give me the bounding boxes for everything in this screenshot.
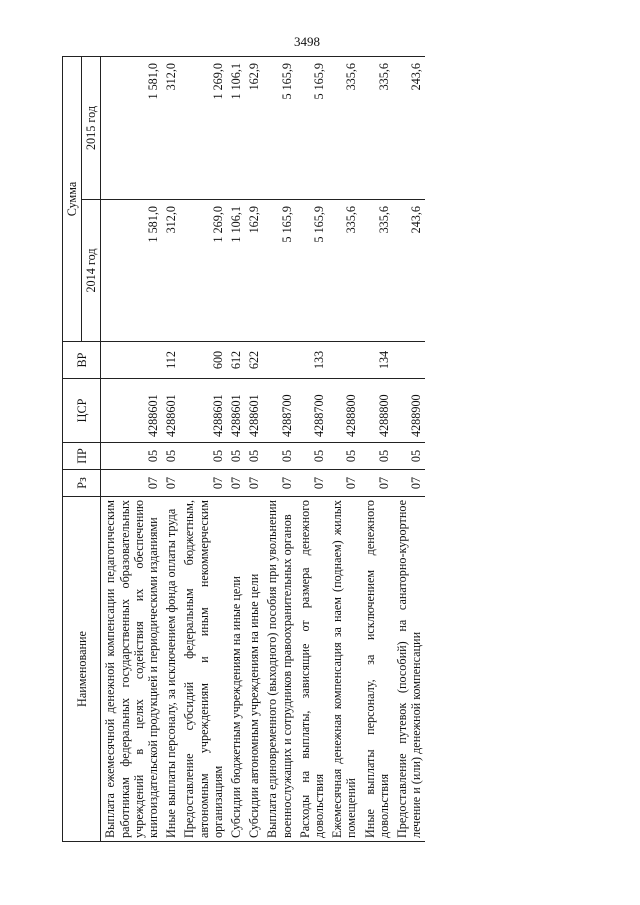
row-2014: 162,9 xyxy=(245,200,263,342)
row-csr: 4288601 xyxy=(227,379,245,443)
table-row xyxy=(393,56,425,841)
row-pr: 05 xyxy=(245,443,263,470)
row-rz: 07 xyxy=(180,470,227,497)
row-vr: 612 xyxy=(227,342,245,379)
table-row xyxy=(162,56,180,841)
header-rz: Рз xyxy=(63,470,101,497)
row-2014: 312,0 xyxy=(162,200,180,342)
row-csr: 4288601 xyxy=(101,379,162,443)
row-csr: 4288700 xyxy=(296,379,328,443)
header-vr: ВР xyxy=(63,342,101,379)
page-number: 3498 xyxy=(294,34,320,49)
table-row xyxy=(328,56,360,841)
budget-table xyxy=(62,57,547,842)
row-rz: 07 xyxy=(328,470,360,497)
table-row xyxy=(245,56,263,841)
row-name: Субсидии бюджетным учреждениям на иные цели xyxy=(227,497,245,842)
table-row xyxy=(296,56,328,841)
row-rz: 07 xyxy=(263,470,295,497)
budget-table-grid xyxy=(62,56,425,842)
header-2014: 2014 год xyxy=(82,200,101,342)
row-2015: 1 106,1 xyxy=(227,56,245,199)
row-name: Иные выплаты персоналу, за исключением денежного довольствия xyxy=(361,497,393,842)
row-name: Иные выплаты персоналу, за исключением фонда оплаты труда xyxy=(162,497,180,842)
row-rz: 07 xyxy=(227,470,245,497)
row-2015: 162,9 xyxy=(245,56,263,199)
row-pr: 05 xyxy=(162,443,180,470)
row-csr: 4288800 xyxy=(361,379,393,443)
row-name: Ежемесячная денежная компенсация за наем (поднаем) жилых помещений xyxy=(328,497,360,842)
row-2015: 312,0 xyxy=(162,56,180,199)
row-pr: 05 xyxy=(393,443,425,470)
row-2014: 1 581,0 xyxy=(101,200,162,342)
row-vr xyxy=(328,342,360,379)
row-rz: 07 xyxy=(162,470,180,497)
row-name: Субсидии автономным учреждениям на иные цели xyxy=(245,497,263,842)
row-rz: 07 xyxy=(393,470,425,497)
row-name: Расходы на выплаты, зависящие от размера денежного довольствия xyxy=(296,497,328,842)
row-pr: 05 xyxy=(263,443,295,470)
row-2014: 1 106,1 xyxy=(227,200,245,342)
row-rz: 07 xyxy=(296,470,328,497)
row-2015: 1 269,0 xyxy=(180,56,227,199)
header-2015: 2015 год xyxy=(82,56,101,199)
row-2014: 243,6 xyxy=(393,200,425,342)
header-name: Наименование xyxy=(63,497,101,842)
row-vr: 112 xyxy=(162,342,180,379)
row-pr: 05 xyxy=(101,443,162,470)
row-2014: 5 165,9 xyxy=(296,200,328,342)
row-2015: 335,6 xyxy=(361,56,393,199)
row-2014: 335,6 xyxy=(328,200,360,342)
row-vr: 600 xyxy=(180,342,227,379)
row-rz: 07 xyxy=(245,470,263,497)
table-row xyxy=(180,56,227,841)
row-vr: 134 xyxy=(361,342,393,379)
table-row xyxy=(361,56,393,841)
row-2015: 1 581,0 xyxy=(101,56,162,199)
row-2015: 5 165,9 xyxy=(296,56,328,199)
row-csr: 4288601 xyxy=(180,379,227,443)
table-header xyxy=(63,56,101,841)
header-sum: Сумма xyxy=(63,56,82,341)
table-row xyxy=(263,56,295,841)
row-rz: 07 xyxy=(361,470,393,497)
table-row xyxy=(227,56,245,841)
row-pr: 05 xyxy=(328,443,360,470)
row-pr: 05 xyxy=(227,443,245,470)
row-2014: 1 269,0 xyxy=(180,200,227,342)
row-pr: 05 xyxy=(296,443,328,470)
header-csr: ЦСР xyxy=(63,379,101,443)
row-name: Выплата единовременного (выходного) пособия при увольнении военнослужащих и сотрудников правоохранительных органов xyxy=(263,497,295,842)
row-vr xyxy=(393,342,425,379)
row-2015: 243,6 xyxy=(393,56,425,199)
table-body xyxy=(101,56,426,841)
row-vr: 133 xyxy=(296,342,328,379)
row-rz: 07 xyxy=(101,470,162,497)
row-pr: 05 xyxy=(180,443,227,470)
row-csr: 4288601 xyxy=(245,379,263,443)
row-2015: 5 165,9 xyxy=(263,56,295,199)
header-pr: ПР xyxy=(63,443,101,470)
row-pr: 05 xyxy=(361,443,393,470)
row-name: Предоставление путевок (пособий) на санаторно-курортное лечение и (или) денежной компенсации xyxy=(393,497,425,842)
row-csr: 4288601 xyxy=(162,379,180,443)
row-vr xyxy=(101,342,162,379)
row-vr xyxy=(263,342,295,379)
row-2014: 335,6 xyxy=(361,200,393,342)
row-csr: 4288800 xyxy=(328,379,360,443)
row-name: Предоставление субсидий федеральным бюджетным, автономным учреждениям и иным некоммерческим организациям xyxy=(180,497,227,842)
row-vr: 622 xyxy=(245,342,263,379)
row-csr: 4288700 xyxy=(263,379,295,443)
table-row xyxy=(101,56,162,841)
row-2014: 5 165,9 xyxy=(263,200,295,342)
row-csr: 4288900 xyxy=(393,379,425,443)
row-name: Выплата ежемесячной денежной компенсации педагогическим работникам федеральных государственных образовательных учреждений в целях содействия их обеспечению книгоиздательской продукцией и периодическими изданиями xyxy=(101,497,162,842)
row-2015: 335,6 xyxy=(328,56,360,199)
